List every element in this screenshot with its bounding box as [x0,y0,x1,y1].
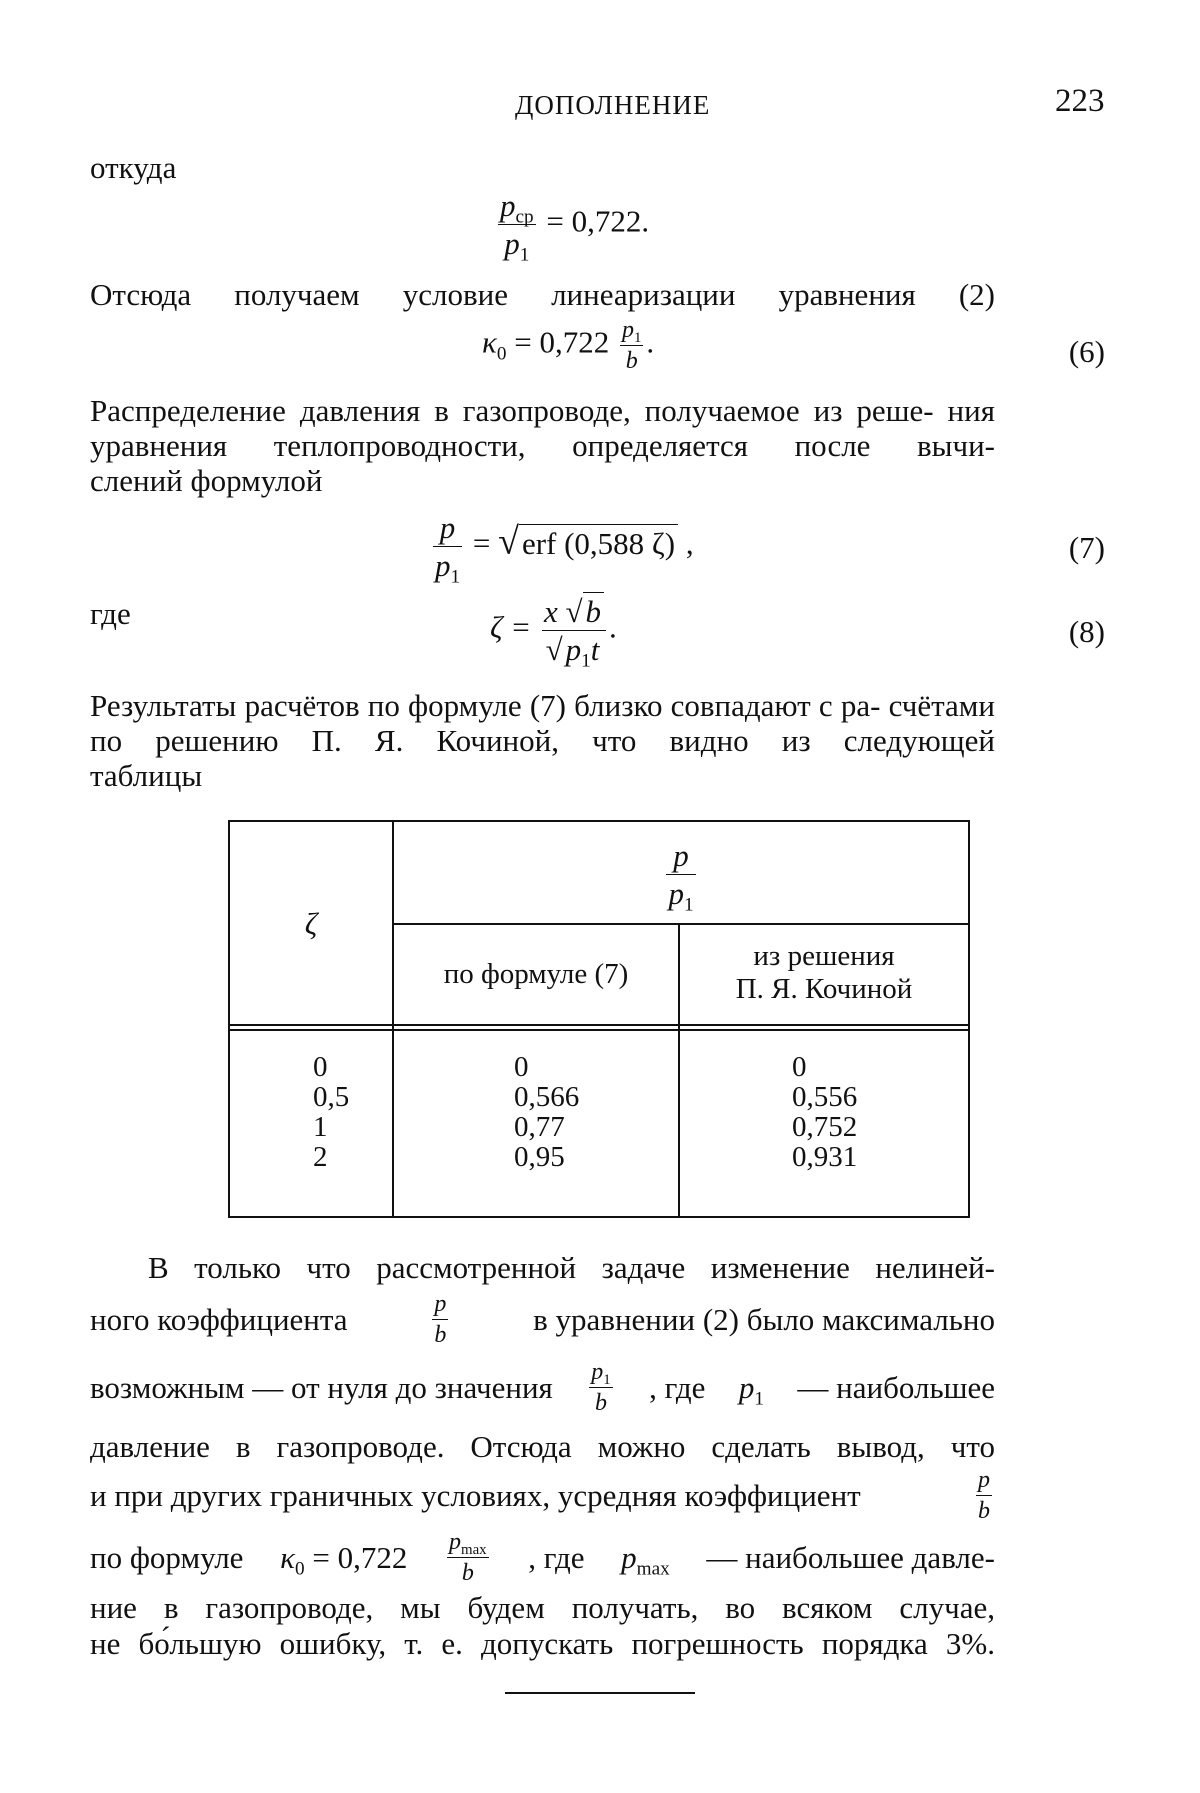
table-cell: 2 [313,1141,328,1173]
symbol: p [591,1359,604,1385]
header-zeta: ζ [304,906,318,941]
subscript: ср [515,206,534,228]
text: — наибольшее [797,1370,995,1405]
paragraph-results-last: таблицы [90,758,203,793]
equation-6 [482,318,654,373]
table-header-rule [228,1024,970,1026]
subscript: 0 [496,343,507,365]
table-cell: 0 [313,1051,328,1083]
radical-sign: √ [565,594,583,629]
header-kochina-line2: П. Я. Кочиной [735,973,913,1005]
header-kochina-line1: из решения [753,940,895,972]
kappa-expression [280,1540,408,1580]
final-line-2 [90,1292,995,1347]
text: по формуле [90,1540,244,1575]
symbol: x [543,594,558,629]
subscript: max [461,1542,487,1559]
table-col2-rule-body [678,1028,680,1216]
symbol: b [625,348,638,374]
symbol-group [738,1370,764,1410]
symbol: p [668,876,684,911]
symbol: p [673,838,689,873]
subscript: 0 [295,1558,305,1580]
symbol-kappa: κ [482,324,497,360]
column-kochina [792,1052,857,1172]
equation-number-8: (8) [1068,614,1105,649]
header-formula: по формуле (7) [443,958,629,990]
final-line-1: В только что рассмотренной задаче изменение нелиней- [148,1250,995,1285]
fraction [976,1468,992,1523]
paragraph-results: Результаты расчётов по формуле (7) близко совпадают с ра- счётами по решению П. Я. Кочиной, что видно из следующей [90,688,995,758]
header-group [394,838,968,916]
equation-lhs: ζ = [490,609,532,645]
header-kochina [680,940,968,1006]
table-cell: 0,556 [792,1081,858,1113]
table-cell: 0,752 [792,1111,858,1143]
symbol: b [461,1560,474,1586]
text: , где [649,1370,706,1405]
column-formula [514,1052,579,1172]
text: в уравнении (2) было максимально [533,1302,995,1337]
table-cell: 1 [313,1111,328,1143]
table-cell: 0 [792,1051,807,1083]
symbol: p [449,1529,461,1555]
subscript: 1 [603,1372,611,1389]
symbol: p [434,1291,447,1317]
symbol: b [434,1322,447,1348]
table-cell: 0 [514,1051,529,1083]
symbol: b [594,1390,607,1416]
fraction [542,594,606,672]
text: возможным — от нуля до значения [90,1370,553,1405]
symbol: p [500,188,516,223]
equals: = [472,525,491,561]
equation-tail: . [609,609,617,645]
symbol: p [978,1467,990,1493]
equation-ratio [495,188,650,266]
final-line-4: давление в газопроводе. Отсюда можно сделать вывод, что [90,1429,995,1464]
table-cell: 0,5 [313,1081,350,1113]
symbol: p [621,317,634,343]
running-title: ДОПОЛНЕНИЕ [515,90,711,120]
final-line-5 [90,1468,995,1523]
subscript: max [636,1558,670,1580]
table-header-rule-2 [228,1029,970,1031]
table-left-rule [228,820,230,1216]
table-group-rule [394,923,968,925]
symbol: p [435,548,451,583]
subscript: 1 [683,894,694,916]
paragraph-distribution: Распределение давления в газопроводе, получаемое из реше- ния уравнения теплопроводности, определяется после вычи- [90,393,995,463]
fraction [589,1360,612,1415]
symbol: p [565,632,582,667]
table-cell: 0,77 [514,1111,565,1143]
symbol: κ [280,1540,295,1575]
symbol: b [978,1498,990,1524]
fraction [433,510,462,588]
text: и при других граничных условиях, усредняя коэффициент [90,1478,861,1513]
radicand: erf (0,588 ζ) [519,524,678,561]
page-number: 223 [1055,83,1105,119]
symbol-group [621,1540,670,1580]
table-cell: 0,95 [514,1141,565,1173]
table-right-rule [968,820,970,1216]
word-otkuda: откуда [90,150,177,185]
final-line-8: не бо́льшую ошибку, т. е. допускать погрешность порядка 3%. [90,1626,995,1661]
final-line-6 [90,1530,995,1585]
symbol: p [621,1540,637,1575]
paragraph-linearization: Отсюда получаем условие линеаризации уравнения (2) [90,277,995,312]
symbol: b [585,594,601,629]
equation-number-7: (7) [1068,530,1105,565]
table-cell: 0,931 [792,1141,858,1173]
symbol: p [738,1370,755,1405]
table-cell: 0,566 [514,1081,580,1113]
fraction [447,1530,489,1585]
symbol: t [590,632,600,667]
symbol: p [439,510,456,545]
closing-rule [505,1692,695,1694]
text: = 0,722 [312,1540,408,1575]
equation-8 [490,594,617,672]
equation-tail: , [685,525,694,561]
word-gde: где [90,596,131,631]
equation-tail: . [646,324,655,360]
text: ного коэффициента [90,1302,348,1337]
subscript: 1 [450,566,461,588]
column-zeta [313,1052,349,1172]
equation-value: = 0,722. [546,203,650,239]
subscript: 1 [754,1388,764,1410]
final-line-3 [90,1360,995,1415]
fraction [498,188,536,266]
text: , где [528,1540,585,1575]
equation-7 [430,510,694,588]
equation-mid: = 0,722 [514,324,610,360]
equation-number-6: (6) [1068,334,1105,369]
paragraph-distribution-last: слений формулой [90,463,323,498]
subscript: 1 [519,244,530,266]
radical-sign: √ [545,632,563,667]
fraction [666,838,695,916]
fraction [620,318,643,373]
symbol: p [504,226,520,261]
text: — наибольшее давле- [706,1540,995,1575]
final-line-7: ние в газопроводе, мы будем получать, во всяком случае, [90,1590,995,1625]
subscript: 1 [581,650,591,672]
subscript: 1 [633,330,642,347]
radical-sign: √ [498,520,519,563]
fraction [432,1292,448,1347]
